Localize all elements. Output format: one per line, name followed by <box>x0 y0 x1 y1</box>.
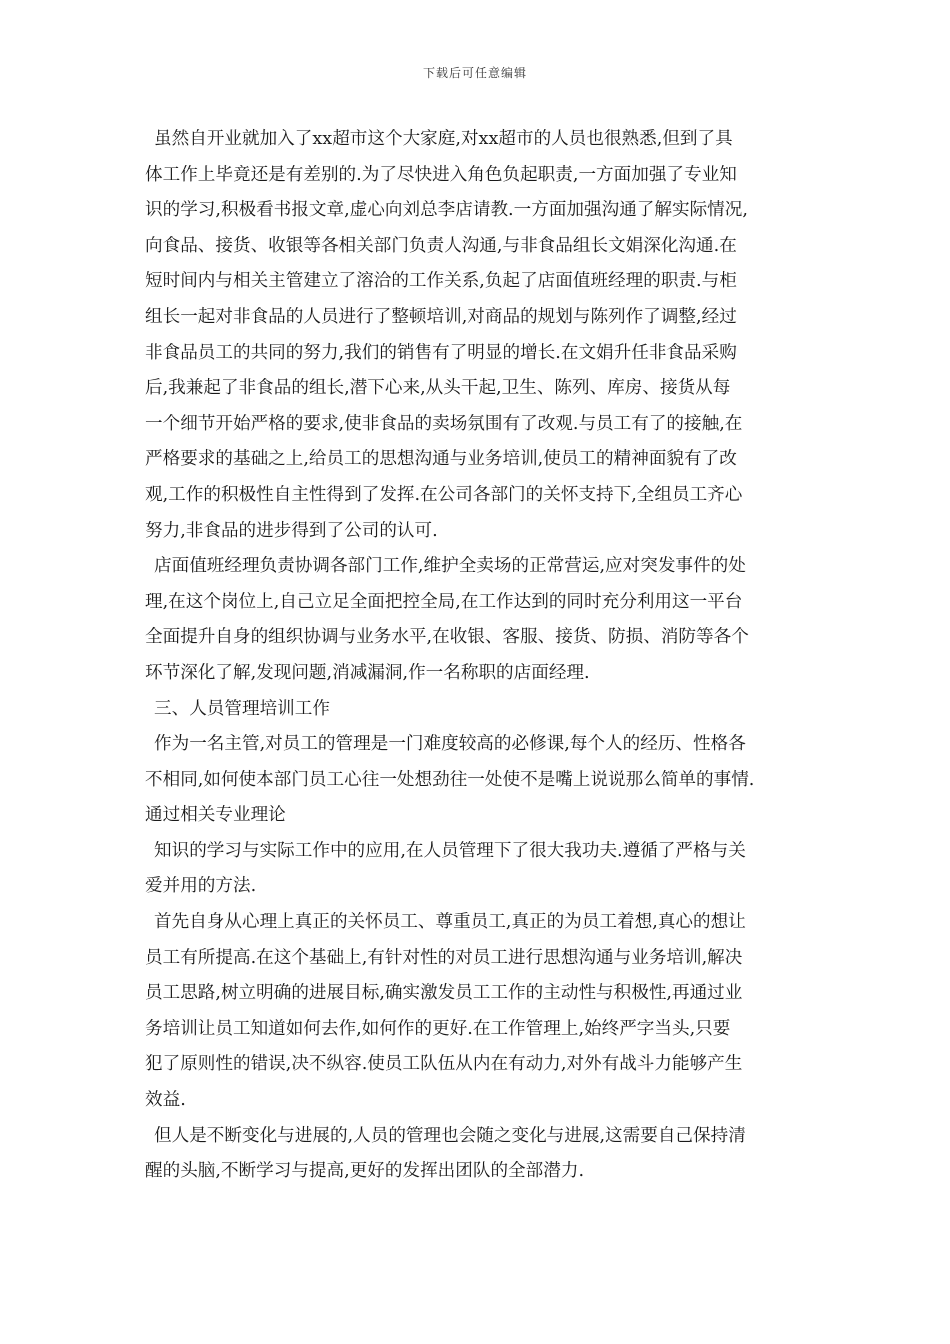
text-line: 务培训让员工知道如何去作,如何作的更好.在工作管理上,始终严字当头,只要 <box>145 1018 731 1039</box>
paragraph <box>145 727 809 834</box>
text-line: 员工思路,树立明确的进展目标,确实激发员工工作的主动性与积极性,再通过业 <box>145 983 743 1004</box>
text-line: 虽然自开业就加入了xx超市这个大家庭,对xx超市的人员也很熟悉,但到了具 <box>154 129 733 149</box>
text-line: 知识的学习与实际工作中的应用,在人员管理下了很大我功夫.遵循了严格与关 <box>154 840 746 861</box>
text-line: 努力,非食品的进步得到了公司的认可. <box>145 520 438 541</box>
text-line: 理,在这个岗位上,自己立足全面把控全局,在工作达到的同时充分利用这一平台 <box>145 591 743 612</box>
page-header: 下载后可任意编辑 <box>422 66 527 80</box>
text-line: 犯了原则性的错误,决不纵容.使员工队伍从内在有动力,对外有战斗力能够产生 <box>145 1054 743 1075</box>
text-line: 作为一名主管,对员工的管理是一门难度较高的必修课,每个人的经历、性格各 <box>154 734 746 755</box>
paragraph <box>145 905 809 1119</box>
text-line: 但人是不断变化与进展的,人员的管理也会随之变化与进展,这需要自己保持清 <box>154 1125 746 1146</box>
text-line: 严格要求的基础之上,给员工的思想沟通与业务培训,使员工的精神面貌有了改 <box>145 449 737 470</box>
text-line: 店面值班经理负责协调各部门工作,维护全卖场的正常营运,应对突发事件的处 <box>154 556 746 577</box>
paragraph <box>145 1119 809 1190</box>
text-line: 员工有所提高.在这个基础上,有针对性的对员工进行思想沟通与业务培训,解决 <box>145 947 743 968</box>
paragraph <box>145 834 809 905</box>
text-line: 识的学习,积极看书报文章,虚心向刘总李店请教.一方面加强沟通了解实际情况, <box>145 200 748 221</box>
text-line: 不相同,如何使本部门员工心往一处想劲往一处使不是嘴上说说那么简单的事情. <box>145 769 755 790</box>
text-line: 观,工作的积极性自主性得到了发挥.在公司各部门的关怀支持下,全组员工齐心 <box>145 484 743 505</box>
section-heading <box>145 692 809 728</box>
text-line: 环节深化了解,发现问题,消减漏洞,作一名称职的店面经理. <box>145 662 590 683</box>
text-line: 体工作上毕竟还是有差别的.为了尽快进入角色负起职责,一方面加强了专业知 <box>145 164 737 185</box>
text-line: 效益. <box>145 1090 186 1111</box>
text-line: 组长一起对非食品的人员进行了整顿培训,对商品的规划与陈列作了调整,经过 <box>145 306 737 327</box>
text-line: 短时间内与相关主管建立了溶洽的工作关系,负起了店面值班经理的职责.与柜 <box>145 271 737 292</box>
text-line: 全面提升自身的组织协调与业务水平,在收银、客服、接货、防损、消防等各个 <box>145 627 749 648</box>
document-body <box>145 122 809 1190</box>
text-line: 一个细节开始严格的要求,使非食品的卖场氛围有了改观.与员工有了的接触,在 <box>145 413 743 434</box>
text-line: 向食品、接货、收银等各相关部门负责人沟通,与非食品组长文娟深化沟通.在 <box>145 235 737 256</box>
text-line: 后,我兼起了非食品的组长,潜下心来,从头干起,卫生、陈列、库房、接货从每 <box>145 378 731 399</box>
paragraph <box>145 122 809 549</box>
text-line: 爱并用的方法. <box>145 876 257 897</box>
text-line: 醒的头脑,不断学习与提高,更好的发挥出团队的全部潜力. <box>145 1161 585 1182</box>
text-line: 通过相关专业理论 <box>145 805 286 826</box>
text-line: 首先自身从心理上真正的关怀员工、尊重员工,真正的为员工着想,真心的想让 <box>154 912 746 933</box>
text-line: 非食品员工的共同的努力,我们的销售有了明显的增长.在文娟升任非食品采购 <box>145 342 737 363</box>
paragraph <box>145 549 809 691</box>
heading-line: 三、人员管理培训工作 <box>154 698 330 719</box>
